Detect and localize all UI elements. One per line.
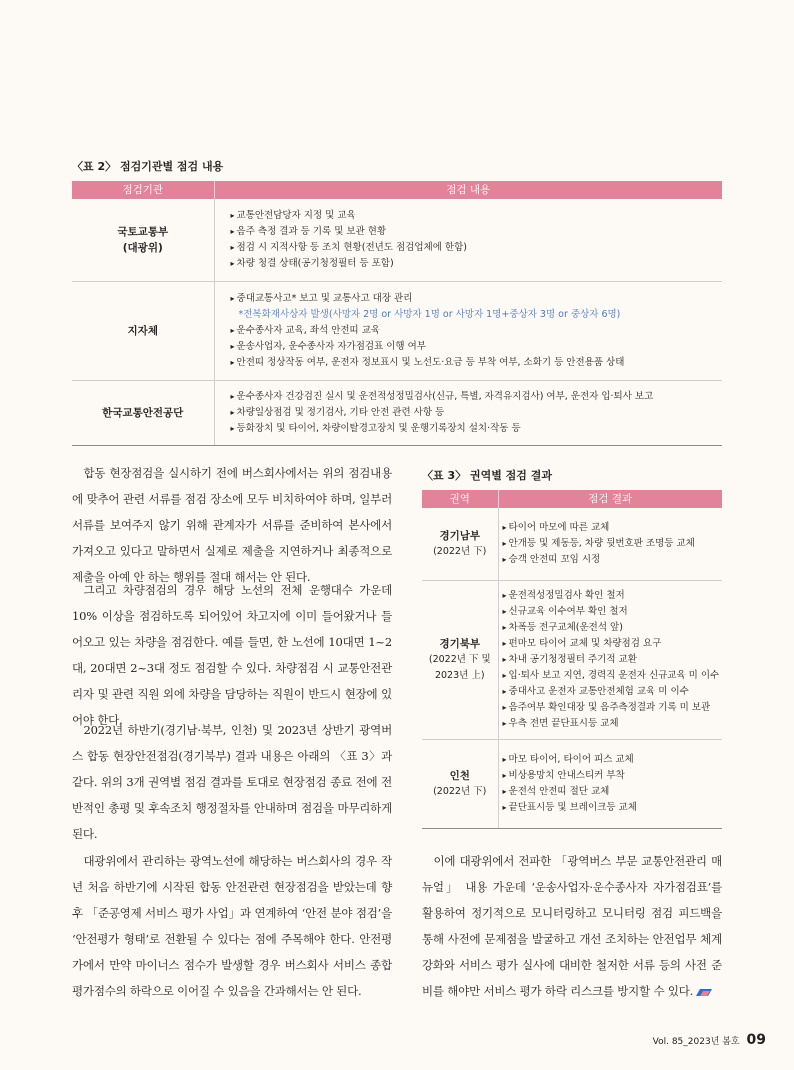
org-name-sub: (대광위) bbox=[122, 242, 163, 254]
table2-org-cell bbox=[72, 199, 214, 282]
list-item: ▸ 차량일상점검 및 정기검사, 기타 안전 관련 사항 등 bbox=[231, 405, 723, 421]
table-row bbox=[422, 740, 722, 829]
table3-items-cell bbox=[498, 740, 722, 829]
region-name: 경기남부 bbox=[439, 530, 481, 542]
list-item: ▸ 등화장치 및 타이어, 차량이탈경고장치 및 운행기록장치 설치·작동 등 bbox=[231, 421, 723, 437]
page-number: 09 bbox=[746, 1032, 766, 1048]
list-item: ▸ 펀마모 타이어 교체 및 차량점검 요구 bbox=[503, 636, 723, 652]
region-name: 경기북부 bbox=[439, 638, 481, 650]
body-paragraph: 대광위에서 관리하는 광역노선에 해당하는 버스회사의 경우 작년 처음 하반기에 시작된 합동 안전관련 현장점검을 받았는데 향후 「준공영제 서비스 평가 사업」과 연계하여 ‘안전 분야 점검’을 ‘안전평가 형태’로 전환될 수 있다는 점에 주목해야 한다. 안전평가에서 만약 마이너스 점수가 발생할 경우 버스회사 서비스 종합 평가점수의 하락으로 이어질 수 있음을 간과해서는 안 된다. bbox=[72, 854, 392, 999]
list-item: ▸ 중대사고 운전자 교통안전체험 교육 미 이수 bbox=[503, 684, 723, 700]
table2-items-cell bbox=[214, 199, 722, 282]
page-footer bbox=[653, 1032, 766, 1048]
table3-items-cell bbox=[498, 581, 722, 740]
table2-items-cell bbox=[214, 282, 722, 381]
list-item: ▸ 안개등 및 제동등, 차량 뒷번호판 조명등 교체 bbox=[503, 536, 723, 552]
list-item: ▸ 운수종사자 건강검진 실시 및 운전적성정밀검사(신규, 특별, 자격유지검사) 여부, 운전자 입·퇴사 보고 bbox=[231, 389, 723, 405]
list-item: ▸ 음주여부 확인대장 및 음주측정결과 기록 미 보관 bbox=[503, 700, 723, 716]
org-name: 한국교통안전공단 bbox=[102, 407, 184, 419]
body-paragraph: 합동 현장점검을 실시하기 전에 버스회사에서는 위의 점검내용에 맞추어 관련 서류를 점검 장소에 모두 비치하여야 하며, 일부러 서류를 보여주지 않기 위해 관계자가 서류를 준비하여 본사에서 가져오고 있다고 말하면서 실제로 제출을 지연하거나 최종적으로 제출을 아예 안 하는 행위를 절대 해서는 안 된다. bbox=[72, 466, 392, 585]
table2-caption: 〈표 2〉 점검기관별 점검 내용 bbox=[72, 160, 224, 173]
list-item: ▸ 마모 타이어, 타이어 피스 교체 bbox=[503, 752, 723, 768]
body-paragraph bbox=[422, 848, 722, 1005]
list-item: ▸ 중대교통사고* 보고 및 교통사고 대장 관리 bbox=[231, 291, 723, 307]
footnote-item: *전복화재사상자 발생(사망자 2명 or 사망자 1명 or 사망자 1명+중상자 3명 or 중상자 6명) bbox=[238, 309, 621, 320]
list-item: ▸ 운수종사자 교육, 좌석 안전띠 교육 bbox=[231, 323, 723, 339]
list-item: ▸ 입·퇴사 보고 지연, 경력직 운전자 신규교육 미 이수 bbox=[503, 668, 723, 684]
list-item: ▸ 점검 시 지적사항 등 조치 현황(전년도 점검업체에 한함) bbox=[231, 240, 723, 256]
body-paragraph: 2022년 하반기(경기남·북부, 인천) 및 2023년 상반기 광역버스 합동 현장안전점검(경기북부) 결과 내용은 아래의 〈표 3〉과 같다. 위의 3개 권역별 점검 결과를 토대로 현장점검 종료 전에 전반적인 총평 및 후속조치 행정절차를 안내하며 점검을 마무리하게 된다. bbox=[72, 723, 392, 842]
list-item: ▸ 운전적성정밀검사 확인 철저 bbox=[503, 588, 723, 604]
magazine-logo-icon bbox=[695, 988, 713, 997]
table3-region-cell bbox=[422, 508, 498, 581]
table-row bbox=[422, 508, 722, 581]
table-row bbox=[422, 581, 722, 740]
table2-org-cell bbox=[72, 282, 214, 381]
org-name: 지자체 bbox=[127, 325, 158, 337]
list-item: ▸ 타이어 마모에 따른 교체 bbox=[503, 520, 723, 536]
list-item: ▸ 차내 공기청정필터 주기적 교환 bbox=[503, 652, 723, 668]
org-name: 국토교통부 bbox=[117, 226, 169, 238]
region-period: 2023년 上) bbox=[434, 670, 485, 681]
list-item: ▸ 운송사업자, 운수종사자 자가점검표 이행 여부 bbox=[231, 339, 723, 355]
list-item: ▸ 운전석 안전띠 절단 교체 bbox=[503, 784, 723, 800]
table-row bbox=[72, 381, 722, 446]
list-item: ▸ 안전띠 정상작동 여부, 운전자 정보표시 및 노선도·요금 등 부착 여부, 소화기 등 안전용품 상태 bbox=[231, 355, 723, 371]
list-item: ▸ 교통안전담당자 지정 및 교육 bbox=[231, 208, 723, 224]
table3-items-cell bbox=[498, 508, 722, 581]
list-item: ▸ 차량 청결 상태(공기청정필터 등 포함) bbox=[231, 256, 723, 272]
list-item: ▸ 신규교육 이수여부 확인 철저 bbox=[503, 604, 723, 620]
body-paragraph: 그리고 차량점검의 경우 해당 노선의 전체 운행대수 가운데 10% 이상을 점검하도록 되어있어 차고지에 이미 들어왔거나 들어오고 있는 차량을 점검한다. 예를 들면, 한 노선에 10대면 1~2대, 20대면 2~3대 정도 점검할 수 있다. 차량점검 시 교통안전관리자 및 관련 직원 외에 차량을 담당하는 직원이 반드시 현장에 있어야 한다. bbox=[72, 583, 392, 728]
table3 bbox=[422, 490, 722, 829]
table2-header-content: 점검 내용 bbox=[214, 181, 722, 199]
table-row bbox=[72, 199, 722, 282]
table2-items-cell bbox=[214, 381, 722, 446]
region-name: 인천 bbox=[449, 770, 470, 782]
table2-org-cell bbox=[72, 381, 214, 446]
table2-header-org: 점검기관 bbox=[72, 181, 214, 199]
table3-region-cell bbox=[422, 581, 498, 740]
issue-label: Vol. 85_2023년 봄호 bbox=[652, 1037, 740, 1047]
list-item: ▸ 우측 전면 끝단표시등 교체 bbox=[503, 716, 723, 732]
table3-region-cell bbox=[422, 740, 498, 829]
list-item: ▸ 비상용망치 안내스티커 부착 bbox=[503, 768, 723, 784]
body-paragraph-text: 이에 대광위에서 전파한 「광역버스 부문 교통안전관리 매뉴얼」 내용 가운데 ‘운송사업자·운수종사자 자가점검표’를 활용하여 정기적으로 모니터링하고 모니터링 점검 피드백을 통해 사전에 문제점을 발굴하고 개선 조치하는 안전업무 체계 강화와 서비스 평가 실사에 대비한 철저한 서류 등의 사전 준비를 해야만 서비스 평가 하락 리스크를 방지할 수 있다. bbox=[422, 854, 722, 999]
table3-header-result: 점검 결과 bbox=[498, 490, 722, 508]
list-item: ▸ 음주 측정 결과 등 기록 및 보관 현황 bbox=[231, 224, 723, 240]
region-period: (2022년 下) bbox=[433, 546, 487, 557]
table3-caption: 〈표 3〉 권역별 점검 결과 bbox=[422, 469, 552, 482]
table2 bbox=[72, 181, 722, 446]
region-period: (2022년 下) bbox=[433, 786, 487, 797]
region-period: (2022년 下 및 bbox=[428, 654, 491, 665]
table3-header-region: 권역 bbox=[422, 490, 498, 508]
list-item: ▸ 승객 안전띠 꼬임 시정 bbox=[503, 552, 723, 568]
list-item: ▸ 끝단표시등 및 브레이크등 교체 bbox=[503, 800, 723, 816]
table-row bbox=[72, 282, 722, 381]
list-item: ▸ 차폭등 전구교체(운전석 앞) bbox=[503, 620, 723, 636]
